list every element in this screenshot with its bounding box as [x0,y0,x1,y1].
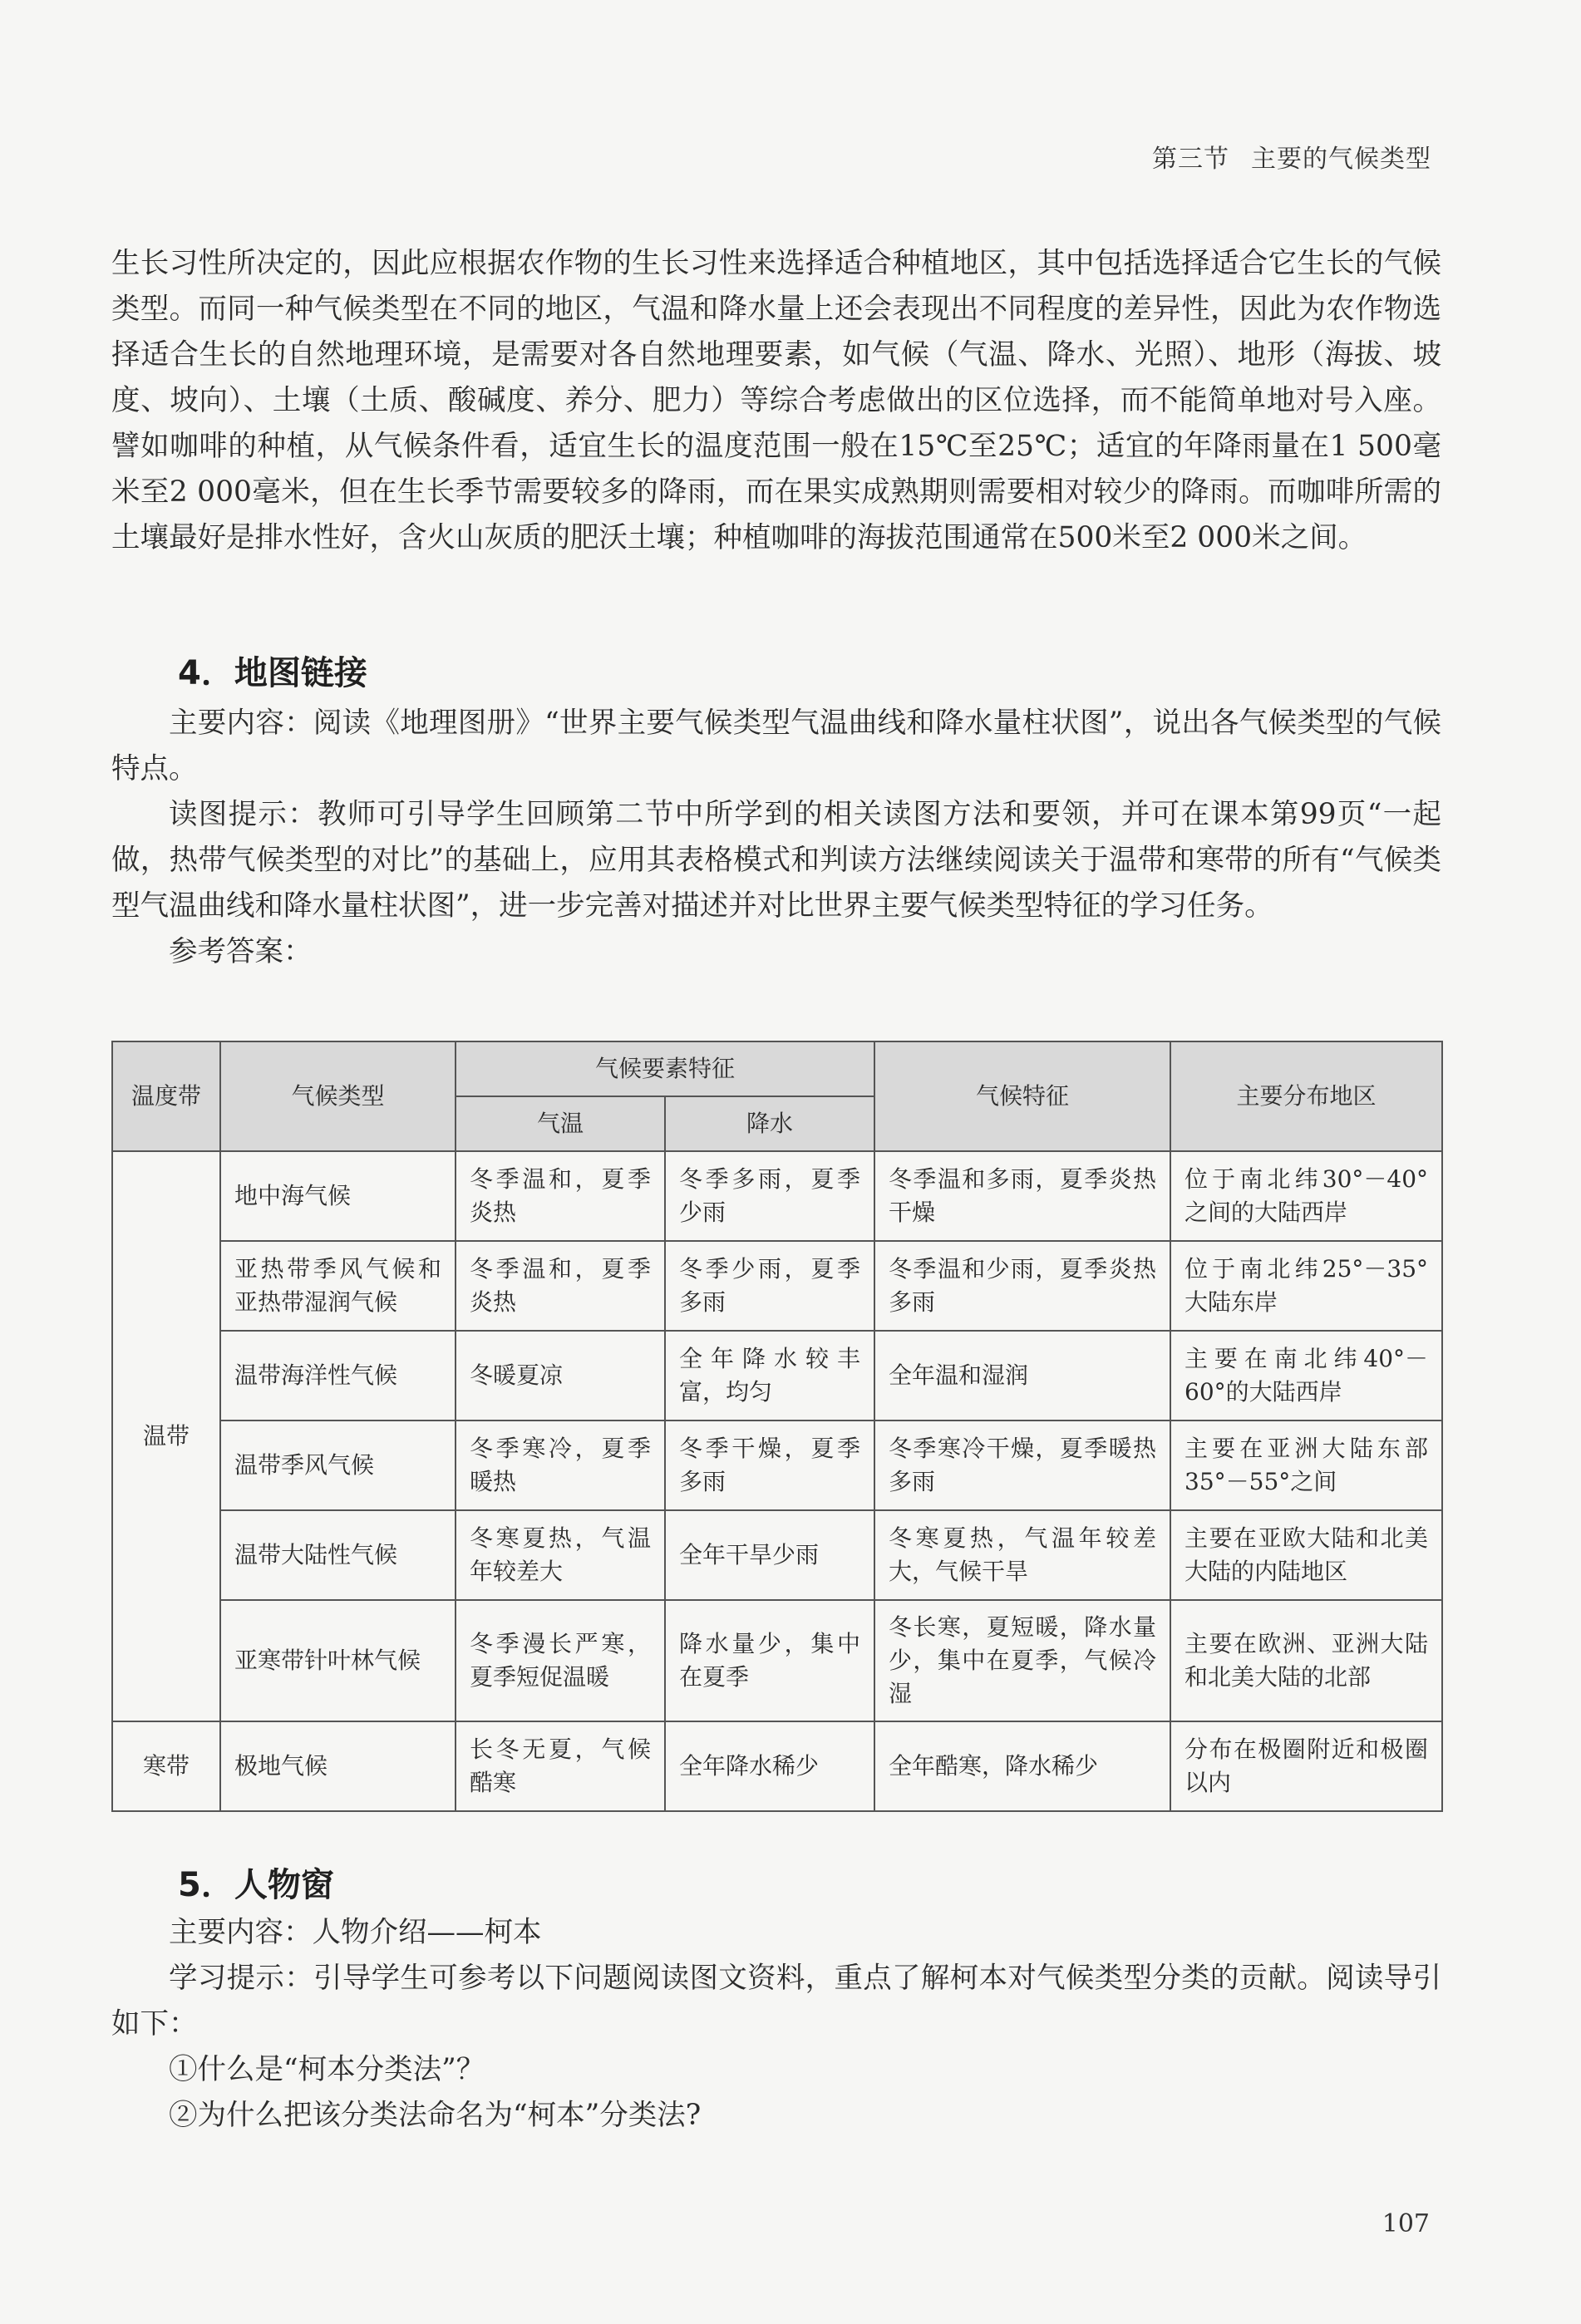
table-row [112,1151,1442,1241]
section-5-main-content: 主要内容：人物介绍——柯本 [169,1916,542,1949]
section-4-heading: 4．地图链接 [178,654,367,692]
dist-cell: 位于南北纬30°－40°之间的大陆西岸 [1170,1151,1442,1241]
header-zone: 温度带 [112,1041,220,1151]
climate-types-table [111,1041,1443,1812]
table-row [112,1510,1442,1600]
table-row [112,1420,1442,1510]
zone-cell: 温带 [112,1151,220,1721]
feature-cell: 全年温和湿润 [874,1331,1170,1420]
table-row [112,1721,1442,1811]
precip-cell: 全年降水较丰富，均匀 [665,1331,874,1420]
feature-cell: 冬季温和多雨，夏季炎热干燥 [874,1151,1170,1241]
type-cell: 亚热带季风气候和亚热带湿润气候 [220,1241,456,1331]
header-elements: 气候要素特征 [456,1041,874,1096]
dist-cell: 主要在亚洲大陆东部35°－55°之间 [1170,1420,1442,1510]
section-4-reading-tip: 读图提示：教师可引导学生回顾第二节中所学到的相关读图方法和要领，并可在课本第99页“一起做，热带气候类型的对比”的基础上，应用其表格模式和判读方法继续阅读关于温带和寒带的所有“气候类型气温曲线和降水量柱状图”，进一步完善对描述并对比世界主要气候类型特征的学习任务。 [111,798,1441,923]
temp-cell: 长冬无夏，气候酷寒 [456,1721,665,1811]
temp-cell: 冬寒夏热，气温年较差大 [456,1510,665,1600]
feature-cell: 冬寒夏热，气温年较差大，气候干旱 [874,1510,1170,1600]
temp-cell: 冬季漫长严寒，夏季短促温暖 [456,1600,665,1721]
table-row [112,1331,1442,1420]
dist-cell: 主要在南北纬40°－60°的大陆西岸 [1170,1331,1442,1420]
type-cell: 亚寒带针叶林气候 [220,1600,456,1721]
header-distribution: 主要分布地区 [1170,1041,1442,1151]
section-4-main-content: 主要内容：阅读《地理图册》“世界主要气候类型气温曲线和降水量柱状图”，说出各气候类型的气候特点。 [111,707,1441,785]
feature-cell: 全年酷寒，降水稀少 [874,1721,1170,1811]
table-row [112,1600,1442,1721]
header-type: 气候类型 [220,1041,456,1151]
type-cell: 温带海洋性气候 [220,1331,456,1420]
section-5-heading: 5．人物窗 [178,1866,334,1904]
table-row [112,1241,1442,1331]
feature-cell: 冬长寒，夏短暖，降水量少，集中在夏季，气候冷湿 [874,1600,1170,1721]
precip-cell: 降水量少，集中在夏季 [665,1600,874,1721]
dist-cell: 分布在极圈附近和极圈以内 [1170,1721,1442,1811]
precip-cell: 冬季干燥，夏季多雨 [665,1420,874,1510]
dist-cell: 主要在欧洲、亚洲大陆和北美大陆的北部 [1170,1600,1442,1721]
header-precipitation: 降水 [665,1096,874,1151]
feature-cell: 冬季寒冷干燥，夏季暖热多雨 [874,1420,1170,1510]
section-5-body [111,1910,1441,2139]
zone-cell: 寒带 [112,1721,220,1811]
running-head-section: 第三节 [1152,145,1229,174]
section-5-question-1: ①什么是“柯本分类法”？ [169,2053,485,2086]
intro-paragraph: 生长习性所决定的，因此应根据农作物的生长习性来选择适合种植地区，其中包括选择适合它生长的气候类型。而同一种气候类型在不同的地区，气温和降水量上还会表现出不同程度的差异性，因此为农作物选择适合生长的自然地理环境，是需要对各自然地理要素，如气候（气温、降水、光照）、地形（海拔、坡度、坡向）、土壤（土质、酸碱度、养分、肥力）等综合考虑做出的区位选择，而不能简单地对号入座。譬如咖啡的种植，从气候条件看，适宜生长的温度范围一般在15℃至25℃；适宜的年降雨量在1 500毫米至2 000毫米，但在生长季节需要较多的降雨，而在果实成熟期则需要相对较少的降雨。而咖啡所需的土壤最好是排水性好，含火山灰质的肥沃土壤；种植咖啡的海拔范围通常在500米至2 000米之间。 [111,247,1441,554]
header-features: 气候特征 [874,1041,1170,1151]
dist-cell: 主要在亚欧大陆和北美大陆的内陆地区 [1170,1510,1442,1600]
temp-cell: 冬季寒冷，夏季暖热 [456,1420,665,1510]
temp-cell: 冬季温和，夏季炎热 [456,1151,665,1241]
dist-cell: 位于南北纬25°－35°大陆东岸 [1170,1241,1442,1331]
section-5-learning-tip: 学习提示：引导学生可参考以下问题阅读图文资料，重点了解柯本对气候类型分类的贡献。阅读导引如下： [111,1962,1441,2041]
section-5-question-2: ②为什么把该分类法命名为“柯本”分类法? [169,2099,702,2132]
feature-cell: 冬季温和少雨，夏季炎热多雨 [874,1241,1170,1331]
type-cell: 温带季风气候 [220,1420,456,1510]
section-4-body [111,701,1441,975]
temp-cell: 冬暖夏凉 [456,1331,665,1420]
temp-cell: 冬季温和，夏季炎热 [456,1241,665,1331]
running-head [1152,138,1431,175]
type-cell: 极地气候 [220,1721,456,1811]
running-head-title: 主要的气候类型 [1251,145,1431,174]
section-4-answer-label: 参考答案： [169,935,313,968]
page-number: 107 [1382,2209,1430,2238]
precip-cell: 全年降水稀少 [665,1721,874,1811]
type-cell: 温带大陆性气候 [220,1510,456,1600]
header-temperature: 气温 [456,1096,665,1151]
type-cell: 地中海气候 [220,1151,456,1241]
precip-cell: 冬季少雨，夏季多雨 [665,1241,874,1331]
precip-cell: 全年干旱少雨 [665,1510,874,1600]
intro-paragraph-block [111,241,1441,561]
table-header-row [112,1041,1442,1096]
precip-cell: 冬季多雨，夏季少雨 [665,1151,874,1241]
